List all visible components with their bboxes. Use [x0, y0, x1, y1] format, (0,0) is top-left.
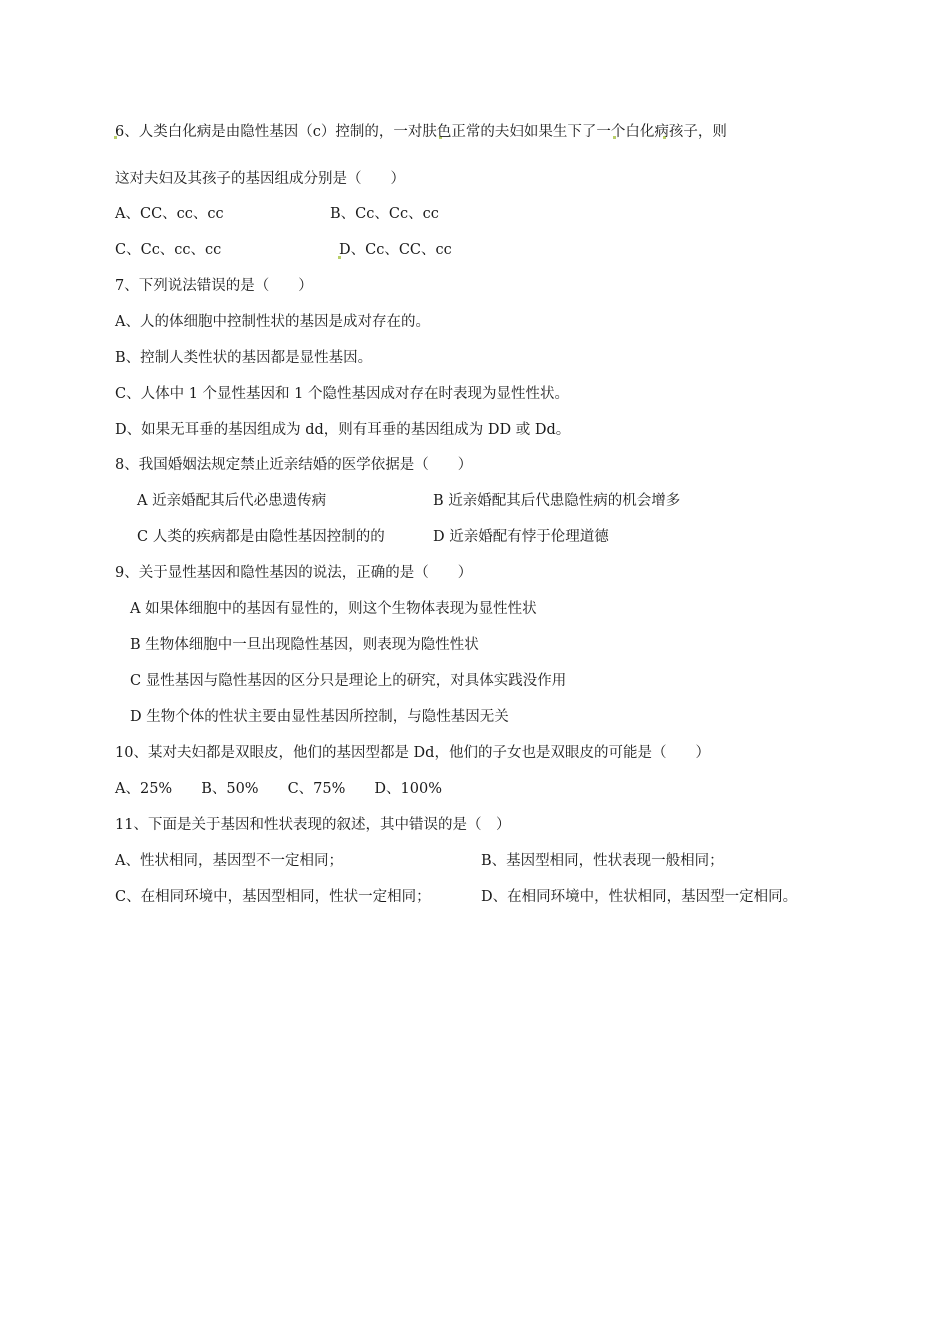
q6-stem-line2: 这对夫妇及其孩子的基因组成分别是（ ） [115, 171, 405, 187]
q8-stem: 8、我国婚姻法规定禁止近亲结婚的医学依据是（ ） [115, 457, 473, 473]
q10-stem: 10、某对夫妇都是双眼皮，他们的基因型都是 Dd，他们的子女也是双眼皮的可能是（ ） [115, 745, 710, 761]
q11-option-c: C、在相同环境中，基因型相同，性状一定相同； [115, 889, 431, 905]
q9-option-c: C 显性基因与隐性基因的区分只是理论上的研究，对具体实践没作用 [130, 673, 567, 689]
q9-option-b: B 生物体细胞中一旦出现隐性基因，则表现为隐性性状 [130, 637, 479, 653]
q11-option-d: D、在相同环境中，性状相同，基因型一定相同。 [481, 889, 798, 905]
q9-option-a: A 如果体细胞中的基因有显性的，则这个生物体表现为显性性状 [130, 601, 537, 617]
q8-option-b: B 近亲婚配其后代患隐性病的机会增多 [433, 493, 681, 509]
q11-options-row2 [115, 887, 798, 907]
q6-option-b: B、Cc、Cc、cc [330, 206, 439, 222]
q8-options-row1 [137, 491, 681, 511]
q9-stem: 9、关于显性基因和隐性基因的说法，正确的是（ ） [115, 565, 473, 581]
q11-option-a: A、性状相同，基因型不一定相同； [115, 853, 343, 869]
q7-stem: 7、下列说法错误的是（ ） [115, 278, 313, 294]
q7-option-b: B、控制人类性状的基因都是显性基因。 [115, 350, 373, 366]
q11-stem: 11、下面是关于基因和性状表现的叙述，其中错误的是（ ） [115, 817, 511, 833]
q8-option-d: D 近亲婚配有悖于伦理道德 [433, 529, 609, 545]
q8-options-row2 [137, 527, 609, 547]
q11-option-b: B、基因型相同，性状表现一般相同； [481, 853, 724, 869]
q6-option-a: A、CC、cc、cc [115, 206, 224, 222]
q7-option-c: C、人体中 1 个显性基因和 1 个隐性基因成对存在时表现为显性性状。 [115, 386, 569, 402]
q6-option-c: C、Cc、cc、cc [115, 242, 222, 258]
q6-stem-line1: 6、人类白化病是由隐性基因（c）控制的，一对肤色正常的夫妇如果生下了一个白化病孩子，则 [115, 124, 727, 140]
q9-option-d: D 生物个体的性状主要由显性基因所控制，与隐性基因无关 [130, 709, 509, 725]
q8-option-c: C 人类的疾病都是由隐性基因控制的的 [137, 529, 385, 545]
q7-option-d: D、如果无耳垂的基因组成为 dd，则有耳垂的基因组成为 DD 或 Dd。 [115, 422, 571, 438]
q7-option-a: A、人的体细胞中控制性状的基因是成对存在的。 [115, 314, 430, 330]
q8-option-a: A 近亲婚配其后代必患遗传病 [137, 493, 327, 509]
q6-option-d: D、Cc、CC、cc [339, 242, 452, 258]
q10-options: A、25% B、50% C、75% D、100% [115, 781, 442, 797]
q6-options-row2 [115, 240, 452, 260]
q11-options-row1 [115, 851, 724, 871]
q6-options-row1 [115, 204, 439, 224]
